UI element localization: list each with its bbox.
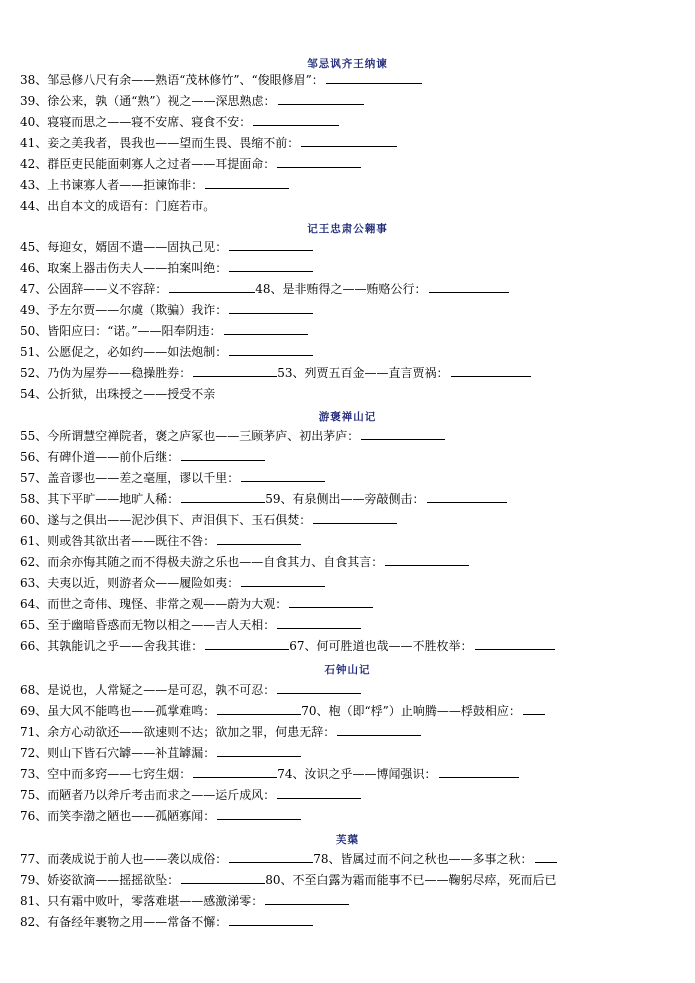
question-text: 65、至于幽暗昏惑而无物以相之——吉人天相： <box>20 618 276 632</box>
answer-blank[interactable] <box>181 872 265 884</box>
answer-blank[interactable] <box>277 156 361 168</box>
question-text: 80、不至白露为霜而能事不已——鞠躬尽瘁，死而后已 <box>265 873 557 887</box>
answer-blank[interactable] <box>427 491 507 503</box>
question-line <box>20 386 660 402</box>
question-line <box>20 893 660 909</box>
section-title: 芙蕖 <box>336 834 359 846</box>
answer-blank[interactable] <box>169 281 255 293</box>
section-title: 游褒禅山记 <box>318 411 377 423</box>
question-line <box>20 575 660 591</box>
question-text: 45、每迎女，婿固不遣——固执己见： <box>20 240 228 254</box>
answer-blank[interactable] <box>241 575 325 587</box>
question-line <box>20 449 660 465</box>
answer-blank[interactable] <box>205 638 289 650</box>
question-line <box>20 470 660 486</box>
answer-blank[interactable] <box>337 724 421 736</box>
question-text: 52、乃伪为屋券——稳操胜券： <box>20 366 192 380</box>
answer-blank[interactable] <box>241 470 325 482</box>
answer-blank[interactable] <box>535 851 557 863</box>
question-text: 49、予左尔贾——尔虞（欺骗）我诈： <box>20 303 228 317</box>
question-text: 56、有碑仆道——前仆后继： <box>20 450 180 464</box>
answer-blank[interactable] <box>429 281 509 293</box>
answer-blank[interactable] <box>301 135 397 147</box>
answer-blank[interactable] <box>313 512 397 524</box>
answer-blank[interactable] <box>224 323 308 335</box>
question-text: 71、余方心动欲还——欲速则不达；欲加之罪，何患无辞： <box>20 725 336 739</box>
question-text: 40、寝寝而思之——寝不安席、寝食不安： <box>20 115 252 129</box>
question-line <box>20 260 660 276</box>
answer-blank[interactable] <box>229 260 313 272</box>
answer-blank[interactable] <box>475 638 555 650</box>
question-line <box>20 302 660 318</box>
question-line <box>20 198 660 214</box>
question-text: 81、只有霜中败叶，零落难堪——感激涕零： <box>20 894 264 908</box>
question-line <box>20 703 660 719</box>
answer-blank[interactable] <box>193 365 277 377</box>
answer-blank[interactable] <box>278 93 364 105</box>
answer-blank[interactable] <box>217 703 301 715</box>
answer-blank[interactable] <box>277 682 361 694</box>
answer-blank[interactable] <box>229 851 313 863</box>
question-text: 68、是说也，人常疑之——是可忍，孰不可忍： <box>20 683 276 697</box>
question-text: 58、其下平旷——地旷人稀： <box>20 492 180 506</box>
answer-blank[interactable] <box>181 449 265 461</box>
answer-blank[interactable] <box>361 428 445 440</box>
question-text: 46、取案上器击伤夫人——拍案叫绝： <box>20 261 228 275</box>
question-text: 48、是非贿得之——贿赂公行： <box>255 282 427 296</box>
question-line <box>20 323 660 339</box>
question-line <box>20 596 660 612</box>
answer-blank[interactable] <box>451 365 531 377</box>
question-text: 66、其孰能讥之乎——舍我其谁： <box>20 639 204 653</box>
question-text: 74、汝识之乎——博闻强识： <box>277 767 437 781</box>
question-line <box>20 114 660 130</box>
answer-blank[interactable] <box>229 302 313 314</box>
question-text: 63、夫夷以近，则游者众——履险如夷： <box>20 576 240 590</box>
question-line <box>20 724 660 740</box>
question-line <box>20 72 660 88</box>
answer-blank[interactable] <box>217 808 301 820</box>
answer-blank[interactable] <box>277 617 361 629</box>
question-text: 51、公愿促之，必如约——如法炮制： <box>20 345 228 359</box>
question-text: 64、而世之奇伟、瑰怪、非常之观——蔚为大观： <box>20 597 288 611</box>
question-line <box>20 745 660 761</box>
question-line <box>20 872 660 888</box>
question-line <box>20 787 660 803</box>
question-line <box>20 491 660 507</box>
question-text: 38、邹忌修八尺有余——熟语“茂林修竹”、“俊眼修眉”： <box>20 73 324 87</box>
question-line <box>20 239 660 255</box>
answer-blank[interactable] <box>229 914 313 926</box>
question-text: 69、虽大风不能鸣也——孤掌难鸣： <box>20 704 216 718</box>
answer-blank[interactable] <box>523 703 545 715</box>
answer-blank[interactable] <box>229 239 313 251</box>
section-title: 记王忠肃公翱事 <box>307 223 388 235</box>
question-text: 50、皆阳应曰：“诺。”——阳奉阴违： <box>20 324 222 338</box>
answer-blank[interactable] <box>265 893 349 905</box>
question-line <box>20 156 660 172</box>
question-line <box>20 808 660 824</box>
question-text: 54、公折狱，出珠授之——授受不亲 <box>20 387 216 401</box>
answer-blank[interactable] <box>217 533 301 545</box>
question-line <box>20 177 660 193</box>
answer-blank[interactable] <box>193 766 277 778</box>
question-text: 78、皆属过而不问之秋也——多事之秋： <box>313 852 533 866</box>
question-line <box>20 766 660 782</box>
question-text: 60、遂与之俱出——泥沙俱下、声泪俱下、玉石俱焚： <box>20 513 312 527</box>
answer-blank[interactable] <box>229 344 313 356</box>
question-text: 61、则或咎其欲出者——既往不咎： <box>20 534 216 548</box>
question-text: 77、而袭成说于前人也——袭以成俗： <box>20 852 228 866</box>
question-line <box>20 554 660 570</box>
question-text: 67、何可胜道也哉——不胜枚举： <box>289 639 473 653</box>
question-text: 55、今所谓慧空禅院者，褒之庐冢也——三顾茅庐、初出茅庐： <box>20 429 360 443</box>
question-text: 59、有泉侧出——旁敲侧击： <box>265 492 425 506</box>
section-title: 邹忌讽齐王纳谏 <box>307 58 388 70</box>
question-line <box>20 365 660 381</box>
question-line <box>20 851 660 867</box>
question-text: 79、娇姿欲滴——摇摇欲坠： <box>20 873 180 887</box>
answer-blank[interactable] <box>277 787 361 799</box>
question-text: 44、出自本文的成语有：门庭若市。 <box>20 199 216 213</box>
question-text: 73、空中而多窍——七窍生烟： <box>20 767 192 781</box>
question-text: 82、有备经年裹物之用——常备不懈： <box>20 915 228 929</box>
question-text: 76、而笑李渤之陋也——孤陋寡闻： <box>20 809 216 823</box>
answer-blank[interactable] <box>205 177 289 189</box>
question-line <box>20 344 660 360</box>
answer-blank[interactable] <box>181 491 265 503</box>
question-line <box>20 617 660 633</box>
question-line <box>20 512 660 528</box>
question-line <box>20 914 660 930</box>
answer-blank[interactable] <box>289 596 373 608</box>
question-line <box>20 135 660 151</box>
question-line <box>20 93 660 109</box>
section-title: 石钟山记 <box>324 664 371 676</box>
question-text: 47、公固辞——义不容辞： <box>20 282 168 296</box>
question-line <box>20 428 660 444</box>
question-text: 72、则山下皆石穴罅——补苴罅漏： <box>20 746 216 760</box>
answer-blank[interactable] <box>385 554 469 566</box>
answer-blank[interactable] <box>439 766 519 778</box>
question-text: 57、盖音谬也——差之毫厘，谬以千里： <box>20 471 240 485</box>
question-text: 70、枹（即“桴”）止响腾——桴鼓相应： <box>301 704 521 718</box>
question-text: 43、上书谏寡人者——拒谏饰非： <box>20 178 204 192</box>
question-line <box>20 281 660 297</box>
answer-blank[interactable] <box>326 72 422 84</box>
question-text: 42、群臣吏民能面刺寡人之过者——耳提面命： <box>20 157 276 171</box>
question-text: 75、而陋者乃以斧斤考击而求之——运斤成风： <box>20 788 276 802</box>
question-line <box>20 533 660 549</box>
answer-blank[interactable] <box>253 114 339 126</box>
question-text: 41、妾之美我者，畏我也——望而生畏、畏缩不前： <box>20 136 300 150</box>
question-line <box>20 682 660 698</box>
question-text: 39、徐公来，孰（通“熟”）视之——深思熟虑： <box>20 94 276 108</box>
answer-blank[interactable] <box>217 745 301 757</box>
question-line <box>20 638 660 654</box>
question-text: 62、而余亦悔其随之而不得极夫游之乐也——自食其力、自食其言： <box>20 555 384 569</box>
question-text: 53、列贾五百金——直言贾祸： <box>277 366 449 380</box>
